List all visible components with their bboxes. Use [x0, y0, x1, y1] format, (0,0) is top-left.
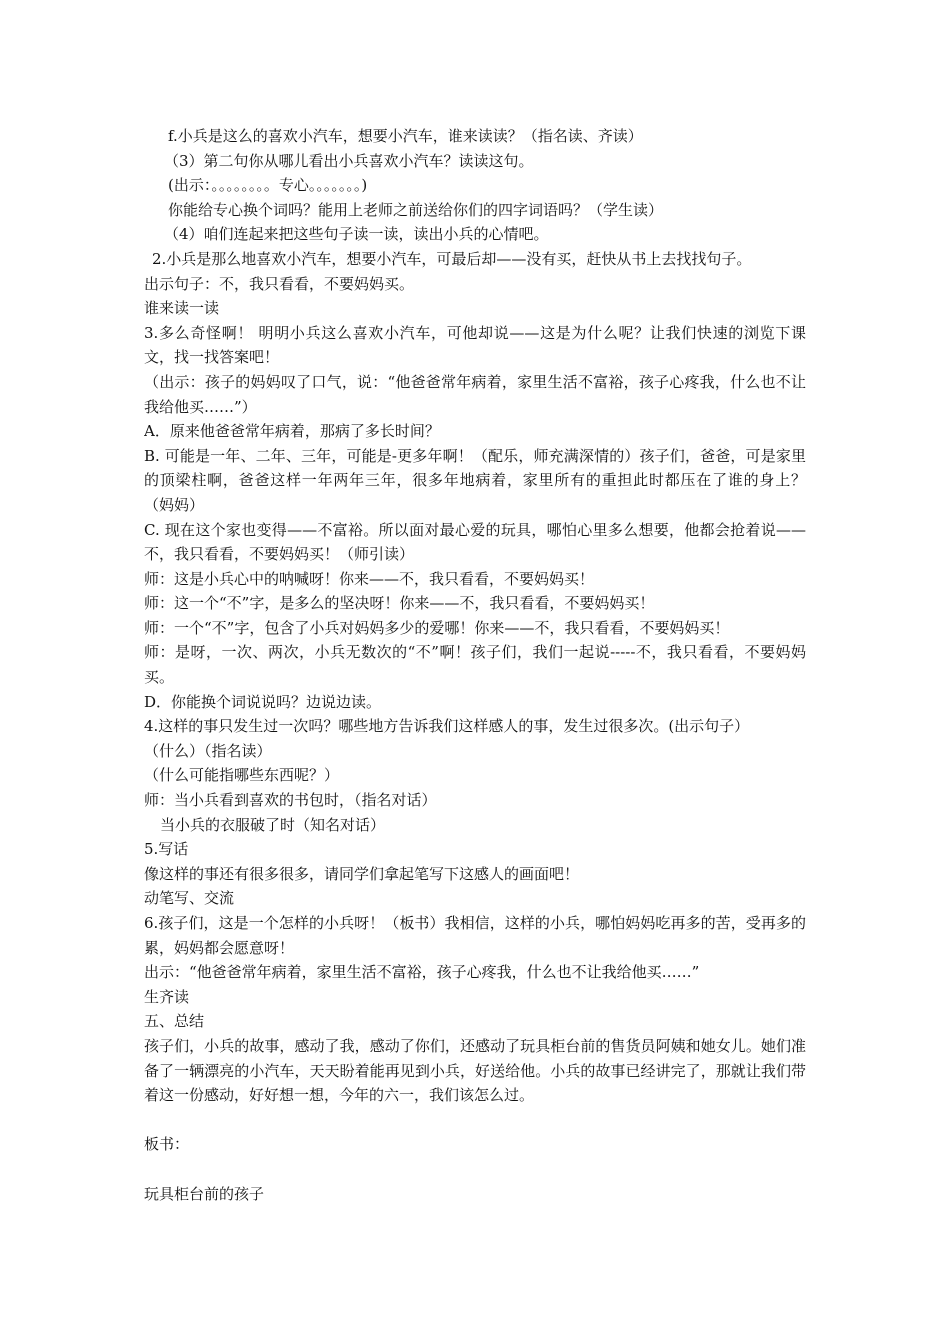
text-paragraph: （出示：孩子的妈妈叹了口气，说：“他爸爸常年病着，家里生活不富裕，孩子心疼我，什么也不让我给他买……”） [144, 372, 806, 416]
text-line: 出示：“他爸爸常年病着，家里生活不富裕，孩子心疼我，什么也不让我给他买……” [144, 963, 700, 982]
text-line: （4）咱们连起来把这些句子读一读，读出小兵的心情吧。 [164, 225, 549, 244]
text-line: A．原来他爸爸常年病着，那病了多长时间？ [144, 422, 440, 441]
spacer [144, 1157, 806, 1182]
text-line: 出示句子：不，我只看看，不要妈妈买。 [144, 274, 415, 293]
document-body [144, 124, 806, 1206]
text-line: 谁来读一读 [144, 299, 220, 318]
text-paragraph: B. 可能是一年、二年、三年，可能是-更多年啊！（配乐，师充满深情的）孩子们，爸爸，可是家里的顶梁柱啊，爸爸这样一年两年三年，很多年地病着，家里所有的重担此时都压在了谁的身上？ （妈妈） [144, 446, 806, 514]
text-line: 当小兵的衣服破了时（知名对话） [160, 815, 386, 834]
text-line: 2.小兵是那么地喜欢小汽车，想要小汽车，可最后却——没有买，赶快从书上去找找句子。 [152, 249, 752, 268]
text-line: 师：一个“不”字，包含了小兵对妈妈多少的爱哪！你来——不，我只看看，不要妈妈买！ [144, 618, 730, 637]
text-paragraph: 6.孩子们，这是一个怎样的小兵呀！（板书）我相信，这样的小兵，哪怕妈妈吃再多的苦，受再多的累，妈妈都会愿意呀！ [144, 914, 806, 957]
text-line: 师：这是小兵心中的呐喊呀！你来——不，我只看看，不要妈妈买！ [144, 569, 595, 588]
text-line: 4.这样的事只发生过一次吗？哪些地方告诉我们这样感人的事，发生过很多次。(出示句子） [144, 717, 750, 736]
board-title: 玩具柜台前的孩子 [144, 1184, 265, 1203]
section-heading: 5.写话 [144, 840, 189, 859]
board-label: 板书： [144, 1135, 190, 1154]
text-line: （什么可能指哪些东西呢？） [144, 766, 340, 785]
text-line: D．你能换个词说说吗？边说边读。 [144, 692, 382, 711]
spacer [144, 1108, 806, 1133]
text-paragraph: 师：是呀，一次、两次，小兵无数次的“不”啊！孩子们，我们一起说-----不，我只看看，不要妈妈买。 [144, 643, 806, 687]
text-line: （3）第二句你从哪儿看出小兵喜欢小汽车？读读这句。 [164, 151, 534, 170]
text-paragraph: 3.多么奇怪啊！ 明明小兵这么喜欢小汽车，可他却说——这是为什么呢？让我们快速的浏览下课文，找一找答案吧！ [144, 323, 806, 367]
text-line: 像这样的事还有很多很多，请同学们拿起笔写下这感人的画面吧！ [144, 864, 580, 883]
text-line: 生齐读 [144, 987, 190, 1006]
text-line: 师：当小兵看到喜欢的书包时，（指名对话） [144, 791, 437, 810]
text-line: （什么）（指名读） [144, 741, 272, 760]
text-line: 你能给专心换个词吗？能用上老师之前送给你们的四字词语吗？（学生读） [168, 200, 664, 219]
text-line: f.小兵是这么的喜欢小汽车，想要小汽车，谁来读读？（指名读、齐读） [168, 127, 643, 145]
text-line: (出示：。。。。。。。。专心。。。。。。。) [168, 176, 368, 195]
text-line: 师：这一个“不”字，是多么的坚决呀！你来——不，我只看看，不要妈妈买！ [144, 594, 655, 613]
text-paragraph: 孩子们，小兵的故事，感动了我，感动了你们，还感动了玩具柜台前的售货员阿姨和她女儿。她们准备了一辆漂亮的小汽车，天天盼着能再见到小兵，好送给他。小兵的故事已经讲完了，那就让我们带着这一份感动，好好想一想，今年的六一，我们该怎么过。 [144, 1036, 806, 1105]
section-heading: 五、总结 [144, 1012, 205, 1031]
text-paragraph: C. 现在这个家也变得——不富裕。所以面对最心爱的玩具，哪怕心里多么想要，他都会抢着说——不，我只看看，不要妈妈买！（师引读） [144, 520, 806, 564]
text-line: 动笔写、交流 [144, 889, 235, 908]
